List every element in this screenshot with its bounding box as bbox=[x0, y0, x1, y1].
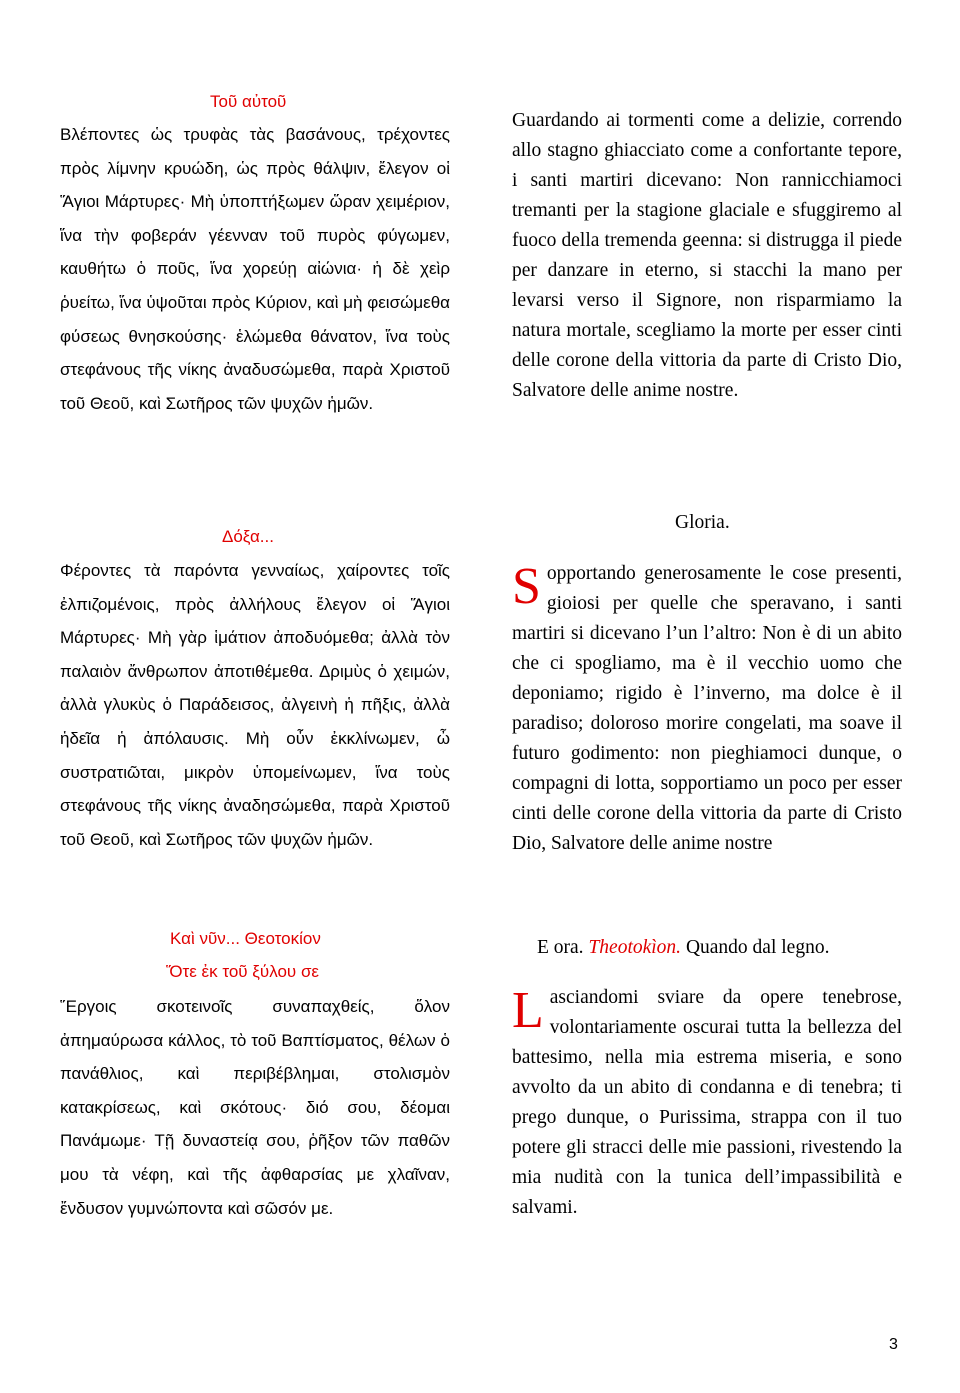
dropcap-s: S bbox=[512, 558, 541, 615]
greek-paragraph-1: Βλέποντες ὡς τρυφὰς τὰς βασάνους, τρέχοντες πρὸς λίμνην κρυώδη, ὡς πρὸς θάλψιν, ἔλεγον οἱ Ἅγιοι Μάρτυρες· Μὴ ὑποπτήξωμεν ὥραν χειμέριον, ἵνα τὴν φοβεράν γέενναν τοῦ πυρὸς φύγωμεν, καυθήτω ὁ ποῦς, ἵνα χορεύῃ αἰώνια· ἡ δὲ χεὶρ ῥυείτω, ἵνα ὑψοῦται πρὸς Κύριον, καὶ μὴ φεισώμεθα φύσεως θνησκούσης· ἑλώμεθα θάνατον, ἵνα τοὺς στεφάνους τῆς νίκης ἀναδυσώμεθα, παρὰ Χριστοῦ τοῦ Θεοῦ, καὶ Σωτῆρος τῶν ψυχῶν ἡμῶν. bbox=[60, 125, 450, 413]
greek-paragraph-3: ῞Εργοις σκοτεινοῖς συναπαχθείς, ὅλον ἀπημαύρωσα κάλλος, τὸ τοῦ Βαπτίσματος, θέλων ὁ πανάθλιος, καὶ περιβέβλημαι, στολισμὸν κατακρίσεως, καὶ σκότους· διό σου, δέομαι Πανάμωμε· Τῇ δυναστείᾳ σου, ῥῆξον τῶν παθῶν μου τὰ νέφη, καὶ τῆς ἀφθαρσίας με χλαῖναν, ἔνδυσον γυμνώποντα καὶ σῶσόν με. bbox=[60, 997, 450, 1218]
greek-paragraph-2: Φέροντες τὰ παρόντα γενναίως, χαίροντες τοῖς ἐλπιζομένοις, πρὸς ἀλλήλους ἔλεγον οἱ Ἅγιοι Μάρτυρες· Μὴ γὰρ ἱμάτιον ἀποδυόμεθα; ἀλλὰ τὸν παλαιὸν ἄνθρωπον ἀποτιθέμεθα. Δριμὺς ὁ χειμών, ἀλλὰ γλυκὺς ὁ Παράδεισος, ἀλγεινὴ ἡ πῆξις, ἀλλὰ ἡδεῖα ἡ ἀπόλαυσις. Μὴ οὖν ἐκκλίνωμεν, ὦ συστρατιῶται, μικρὸν ὑπομείνωμεν, ἵνα τοὺς στεφάνους τῆς νίκης ἀναδησώμεθα, παρὰ Χριστοῦ τοῦ Θεοῦ, καὶ Σωτῆρος τῶν ψυχῶν ἡμῶν. bbox=[60, 561, 450, 849]
italian-heading-e-ora bbox=[537, 937, 829, 959]
greek-heading-doxa: Δόξα... bbox=[222, 527, 274, 546]
greek-heading-theotokion: Καὶ νῦν... Θεοτοκίον bbox=[170, 929, 321, 948]
italian-paragraph-3-text: asciandomi sviare da opere tenebrose, volontariamente oscurai tutta la bellezza del battesimo, nella mia estrema miseria, e sono avvolto da un abito di condanna e di tenebra; ti prego dunque, o Purissima, strappa con il tuo potere gli stracci delle mie passioni, rivestendo la mia nudità con la tunica dell’impassibilità e salvami. bbox=[512, 987, 902, 1218]
dropcap-l: L bbox=[512, 982, 544, 1039]
greek-heading-tou-autou: Τοῦ αὐτοῦ bbox=[210, 92, 287, 111]
italian-paragraph-3 bbox=[512, 983, 902, 1223]
page-number: 3 bbox=[889, 1336, 898, 1353]
italian-paragraph-1: Guardando ai tormenti come a delizie, correndo allo stagno ghiacciato come a confortante tepore, i santi martiri dicevano: Non rannicchiamoci tremanti per la stagione glaciale e sfuggiremo al fuoco della tremenda geenna: si distrugga il piede per danzare in eterno, si stacchi la mano per levarsi verso il Signore, non risparmiamo la natura mortale, scegliamo la morte per esser cinti delle corone della vittoria da parte di Cristo Dio, Salvatore delle anime nostre. bbox=[512, 110, 902, 401]
greek-heading-ote-ek-tou-xylou: Ὅτε ἐκ τοῦ ξύλου σε bbox=[166, 962, 320, 981]
italian-paragraph-2-text: opportando generosamente le cose presenti, gioiosi per quelle che speravano, i santi martiri si dicevano l’un l’altro: Non è di un abito che ci spogliamo, ma è il vecchio uomo che deponiamo; rigido è l’inverno, ma dolce è il paradiso; doloroso morire congelati, ma soave il futuro godimento: non pieghiamoci dunque, o compagni di lotta, sopportiamo un poco per esser cinti delle corone della vittoria da parte di Cristo Dio, Salvatore delle anime nostre bbox=[512, 563, 902, 854]
heading-e-ora: E ora. bbox=[537, 937, 584, 958]
italian-paragraph-2 bbox=[512, 559, 902, 859]
heading-quando-dal-legno: Quando dal legno. bbox=[685, 937, 830, 958]
heading-theotokion: Theotokìon. bbox=[588, 937, 682, 958]
italian-heading-gloria: Gloria. bbox=[675, 512, 730, 533]
